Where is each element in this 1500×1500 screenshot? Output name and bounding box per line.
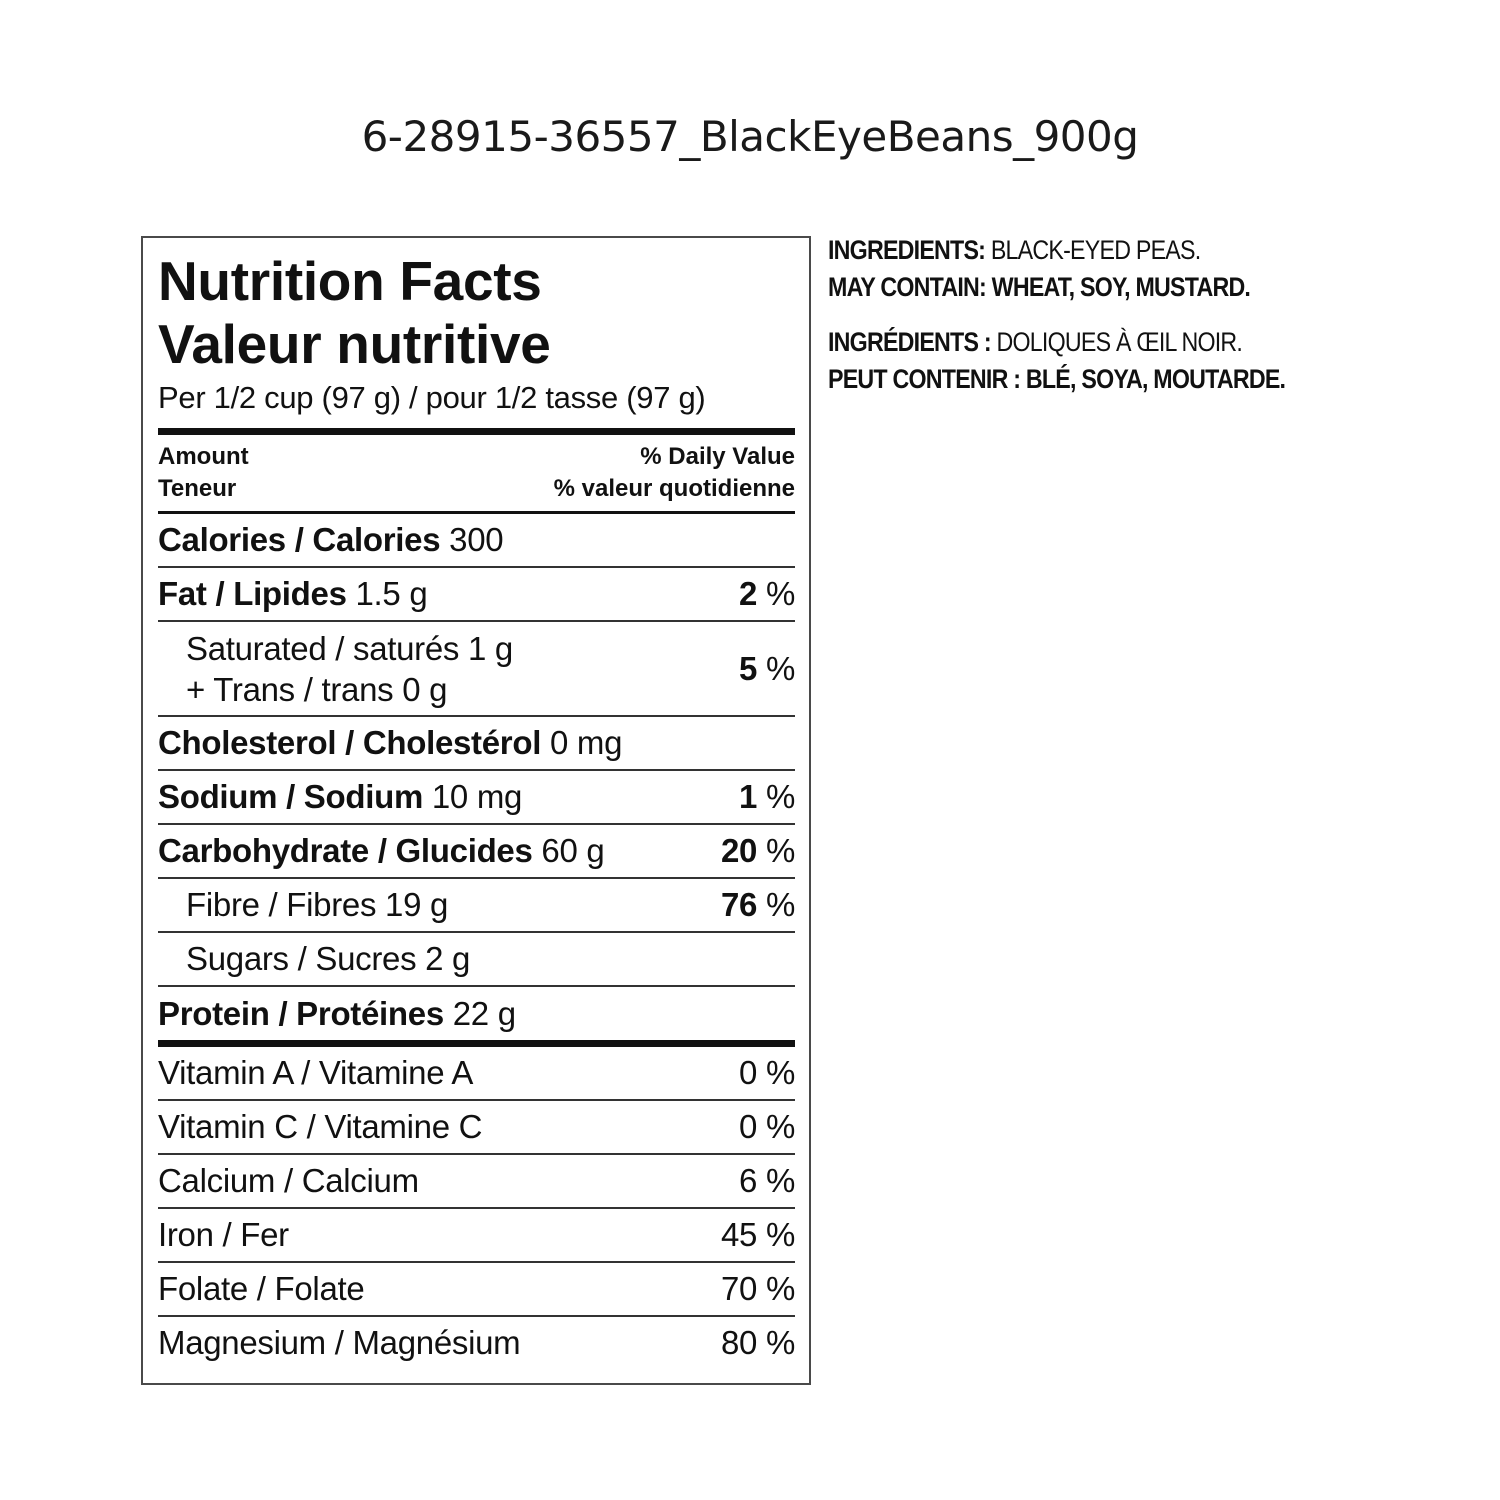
protein-label: Protein / Protéines — [158, 994, 444, 1032]
calories-row — [158, 514, 795, 568]
daily-value-header — [554, 441, 795, 505]
title-fr: Valeur nutritive — [158, 313, 551, 375]
vitamin-row — [158, 1209, 795, 1263]
vitamin-dv: 70 % — [720, 1270, 795, 1307]
ingredients-en-label: INGREDIENTS: — [828, 235, 986, 265]
title-en: Nutrition Facts — [158, 250, 542, 312]
fat-amount: 1.5 g — [355, 575, 428, 612]
fibre-dv: 76 — [720, 886, 758, 923]
saturated-trans-row — [158, 622, 795, 717]
ingredients-fr — [828, 324, 1378, 361]
cholesterol-amount: 0 mg — [549, 724, 623, 761]
may-contain-en — [828, 269, 1378, 306]
vitamin-label: Calcium / Calcium — [158, 1162, 419, 1199]
protein-amount: 22 g — [452, 994, 516, 1032]
sodium-amount: 10 mg — [431, 778, 523, 815]
may-contain-en-label: MAY CONTAIN: — [828, 272, 986, 302]
vitamin-dv: 45 % — [720, 1216, 795, 1253]
vitamin-label: Vitamin C / Vitamine C — [158, 1108, 483, 1145]
calories-label: Calories / Calories — [158, 521, 441, 558]
vitamin-dv: 80 % — [720, 1324, 795, 1361]
carbohydrate-amount: 60 g — [541, 832, 605, 869]
fat-dv: 2 — [739, 575, 758, 612]
vitamin-dv: 0 % — [739, 1054, 795, 1091]
carbohydrate-label: Carbohydrate / Glucides — [158, 832, 533, 869]
amount-en: Amount — [158, 443, 249, 470]
vitamin-label: Magnesium / Magnésium — [158, 1324, 521, 1361]
vitamin-row — [158, 1101, 795, 1155]
ingredients-block — [828, 232, 1378, 398]
sugars-row — [158, 933, 795, 987]
fibre-row — [158, 879, 795, 933]
vitamin-row — [158, 1047, 795, 1101]
vitamin-label: Iron / Fer — [158, 1216, 289, 1253]
vitamin-dv: 0 % — [739, 1108, 795, 1145]
calories-value: 300 — [449, 521, 504, 558]
vitamin-row — [158, 1317, 795, 1369]
protein-row — [158, 987, 795, 1047]
fibre-label: Fibre / Fibres 19 g — [186, 886, 449, 923]
carbohydrate-dv: 20 — [720, 832, 758, 869]
sugars-label: Sugars / Sucres 2 g — [186, 940, 471, 977]
serving-size: Per 1/2 cup (97 g) / pour 1/2 tasse (97 g) — [158, 378, 795, 435]
carbohydrate-pct: % — [765, 832, 795, 869]
may-contain-fr-text: BLÉ, SOYA, MOUTARDE. — [1025, 364, 1286, 394]
fat-label: Fat / Lipides — [158, 575, 347, 612]
ingredients-fr-label: INGRÉDIENTS : — [828, 327, 991, 357]
vitamin-row — [158, 1263, 795, 1317]
may-contain-fr — [828, 361, 1378, 398]
sodium-row — [158, 771, 795, 825]
column-header — [158, 435, 795, 514]
trans-label: + Trans / trans 0 g — [186, 670, 448, 708]
amount-fr: Teneur — [158, 475, 237, 502]
vitamin-row — [158, 1155, 795, 1209]
nutrition-facts-panel — [141, 236, 811, 1385]
saturated-dv: 5 — [739, 649, 758, 687]
amount-header — [158, 441, 249, 505]
ingredients-fr-text: DOLIQUES À ŒIL NOIR. — [996, 327, 1243, 357]
fat-row — [158, 568, 795, 622]
file-label: 6-28915-36557_BlackEyeBeans_900g — [361, 112, 1139, 161]
may-contain-fr-label: PEUT CONTENIR : — [828, 364, 1021, 394]
vitamin-label: Folate / Folate — [158, 1270, 365, 1307]
sodium-label: Sodium / Sodium — [158, 778, 423, 815]
fat-pct: % — [765, 575, 795, 612]
saturated-label: Saturated / saturés 1 g — [186, 629, 513, 667]
vitamin-dv: 6 % — [739, 1162, 795, 1199]
sodium-dv: 1 — [739, 778, 758, 815]
ingredients-en-text: BLACK-EYED PEAS. — [990, 235, 1201, 265]
cholesterol-label: Cholesterol / Cholestérol — [158, 724, 542, 761]
dv-fr: % valeur quotidienne — [553, 475, 795, 502]
may-contain-en-text: WHEAT, SOY, MUSTARD. — [991, 272, 1251, 302]
ingredients-en — [828, 232, 1378, 269]
vitamin-label: Vitamin A / Vitamine A — [158, 1054, 474, 1091]
carbohydrate-row — [158, 825, 795, 879]
saturated-pct: % — [765, 649, 795, 687]
cholesterol-row — [158, 717, 795, 771]
sodium-pct: % — [765, 778, 795, 815]
fibre-pct: % — [765, 886, 795, 923]
dv-en: % Daily Value — [640, 443, 795, 470]
